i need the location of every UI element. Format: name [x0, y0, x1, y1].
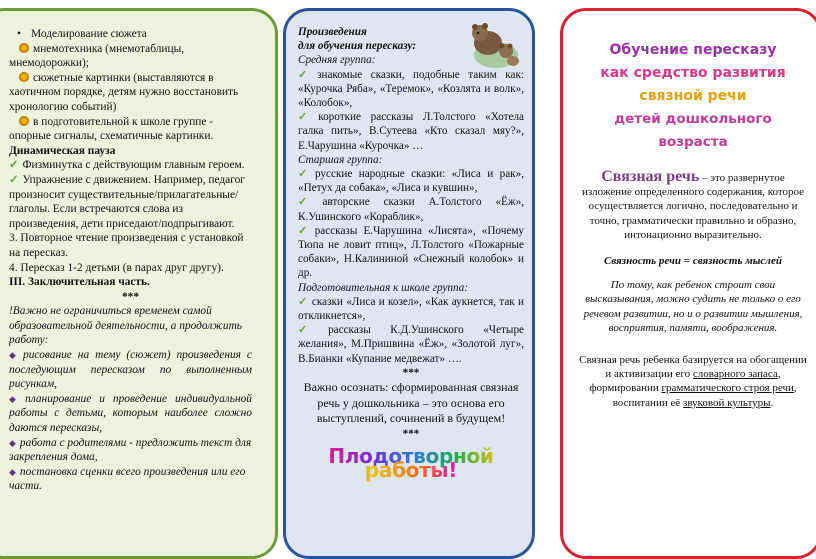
right-panel — [560, 8, 816, 559]
check-icon: ✓ — [298, 295, 308, 308]
list-item: ✓ Упражнение с движением. Например, педагог произносит существительные/прилагательные/ глаголы. Если встречаются слова из произведения, дети приседают/подпрыгивают. — [9, 173, 245, 230]
check-icon: ✓ — [9, 159, 19, 172]
definition: Связная речь – это развернутое изложение определенного содержания, которое осуществляется логично, последовательно и точно, грамматически правильно и образно, интонационно выразительно. — [581, 168, 805, 241]
check-icon: ✓ — [298, 68, 314, 81]
stars-divider: *** — [402, 427, 420, 440]
flower-bullet-icon — [19, 116, 29, 126]
list-item: ◆ рисование на тему (сюжет) произведения с последующим пересказом по выполненным рисункам, — [9, 349, 252, 391]
quote: По тому, как ребенок строит свои высказывания, можно судить не только о его речевом развитии, но и о развитии мышления, восприятия, памяти, воображения. — [583, 279, 803, 334]
middle-panel — [283, 8, 535, 559]
section-heading: Динамическая пауза — [9, 144, 116, 157]
diamond-bullet-icon: ◆ — [9, 466, 16, 477]
wish-title: Плодотворной работы! — [328, 443, 494, 482]
diamond-bullet-icon: ◆ — [9, 350, 20, 361]
list-item: ✓ знакомые сказки, подобные таким как: «Курочка Ряба», «Теремок», «Козлята и волк», «Колобок», — [298, 68, 524, 110]
topic-item: • Моделирование сюжета — [17, 28, 147, 40]
list-item: ✓ сказки «Лиса и козел», «Как аукнется, так и откликнется», — [298, 295, 525, 323]
check-icon: ✓ — [298, 168, 311, 181]
title-line-4: детей дошкольного возраста — [614, 111, 772, 150]
list-item: сюжетные картинки (выставляются в хаотичном порядке, детям нужно восстановить хронологию событий) — [9, 71, 239, 113]
list-item: ✓ русские народные сказки: «Лиса и рак», «Петух да собака», «Лиса и кувшин», — [298, 168, 525, 195]
list-item: ✓ авторские сказки А.Толстого «Ёж», К.Ушинского «Кораблик», — [298, 196, 524, 223]
step-text: 4. Пересказ 1-2 детьми (в парах друг другу). — [9, 261, 224, 274]
flower-bullet-icon — [19, 72, 29, 82]
check-icon: ✓ — [298, 196, 319, 209]
stars-divider: *** — [402, 366, 420, 379]
check-icon: ✓ — [298, 224, 311, 237]
group-title: Подготовительная к школе группа: — [298, 281, 468, 294]
right-panel-content — [579, 39, 807, 410]
works-heading-2: для обучения пересказу: — [298, 40, 417, 53]
works-heading: Произведения — [298, 26, 367, 38]
title-line-2: как средство развития — [600, 65, 786, 81]
list-item: ◆ планирование и проведение индивидуальной работы с детьми, которым наиболее сложно даются пересказы, — [9, 392, 252, 435]
diamond-bullet-icon: ◆ — [9, 393, 22, 404]
list-item: ✓ рассказы Е.Чарушина «Лисята», «Почему Тюпа не ловит птиц», Л.Толстого «Пожарные собаки», Н.Калининой «Снежный колобок» и др. — [298, 224, 525, 280]
equation: Связность речи = связность мыслей — [604, 255, 782, 268]
middle-panel-content — [298, 25, 525, 482]
left-panel — [0, 8, 278, 559]
check-icon: ✓ — [298, 324, 325, 337]
group-title: Старшая группа: — [298, 153, 383, 166]
group-title: Средняя группа: — [298, 54, 376, 67]
list-item: ✓ рассказы К.Д.Ушинского «Четыре желания», М.Пришвина «Ёж», «Золотой луг», В.Бианки «Купание медвежат» …. — [298, 324, 525, 365]
flower-bullet-icon — [19, 43, 29, 53]
title-line-3: связной речи — [639, 88, 747, 104]
diamond-bullet-icon: ◆ — [9, 437, 16, 448]
list-item: мнемотехника (мнемотаблицы, мнемодорожки); — [9, 42, 185, 70]
important-note: !Важно не ограничиться временем самой образовательной деятельности, а продолжить работу: — [9, 305, 242, 347]
left-panel-content — [9, 27, 252, 494]
step-text: 3. Повторное чтение произведения с установкой на пересказ. — [9, 232, 244, 259]
check-icon: ✓ — [298, 111, 315, 124]
list-item: ◆ постановка сценки всего произведения или его части. — [9, 465, 246, 493]
list-item: ✓ Физминутка с действующим главным героем. — [9, 159, 245, 172]
title-line-1: Обучение пересказу — [609, 42, 777, 58]
list-item: ◆ работа с родителями - предложить текст для закрепления дома, — [9, 436, 252, 464]
stars-divider: *** — [121, 290, 140, 303]
section-heading: III. Заключительная часть. — [9, 276, 150, 289]
check-icon: ✓ — [9, 173, 19, 186]
base-paragraph: Связная речь ребенка базируется на обогащении и активизации его словарного запаса, формировании грамматического строя речи, воспитании её звуковой культуры. — [579, 354, 807, 409]
list-item: в подготовительной к школе группе - опорные сигналы, схематичные картинки. — [9, 115, 214, 143]
important-note: Важно осознать: сформированная связная речь у дошкольника – это основа его выступлений, сочинений в будущем! — [303, 380, 519, 426]
list-item: ✓ короткие рассказы Л.Толстого «Хотела галка пить», В.Сутеева «Кто сказал мяу?», Е.Чарушина «Курочка» … — [298, 111, 524, 152]
